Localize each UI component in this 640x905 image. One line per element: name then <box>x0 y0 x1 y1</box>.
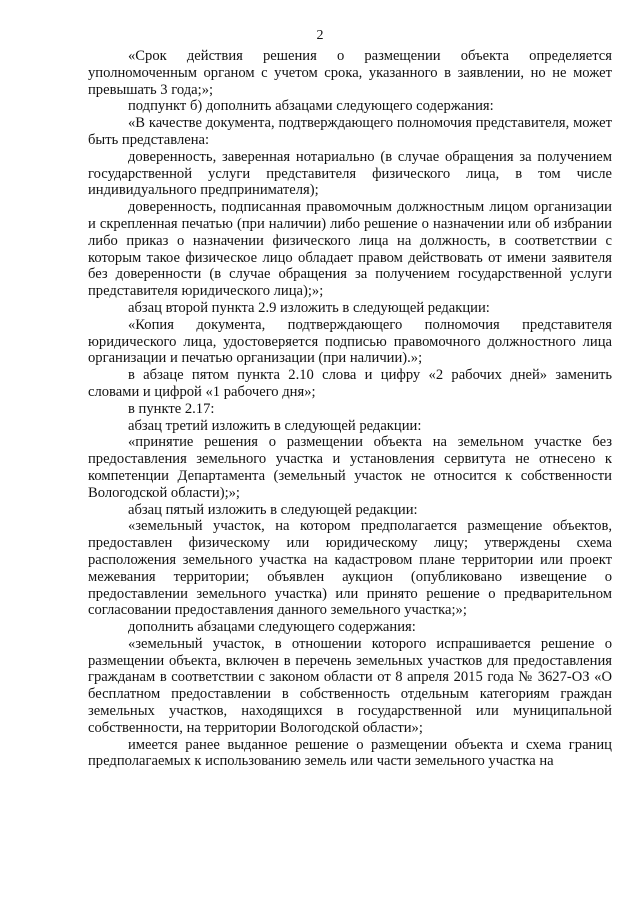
paragraph: «В качестве документа, подтверждающего полномочия представителя, может быть представлена: <box>88 115 612 148</box>
paragraph: доверенность, заверенная нотариально (в случае обращения за получением государственной услуги представителя физического лица, в том числе индивидуального предпринимателя); <box>88 148 612 199</box>
paragraph: в абзаце пятом пункта 2.10 слова и цифру «2 рабочих дней» заменить словами и цифрой «1 рабочего дня»; <box>88 367 612 400</box>
paragraph: имеется ранее выданное решение о размещении объекта и схема границ предполагаемых к использованию земель или части земельного участка на <box>88 736 612 770</box>
paragraph: подпункт б) дополнить абзацами следующего содержания: <box>128 98 494 115</box>
paragraph: абзац третий изложить в следующей редакции: <box>128 417 422 434</box>
paragraph: «Копия документа, подтверждающего полномочия представителя юридического лица, удостоверяется подписью правомочного должностного лица организации и печатью организации (при наличии).»; <box>88 316 612 367</box>
paragraph: «Срок действия решения о размещении объекта определяется уполномоченным органом с учетом срока, указанного в заявлении, но не может превышать 3 года;»; <box>88 48 612 98</box>
paragraph: абзац второй пункта 2.9 изложить в следующей редакции: <box>128 299 490 316</box>
paragraph: «земельный участок, в отношении которого испрашивается решение о размещении объекта, включен в перечень земельных участков для предоставления гражданам в соответствии с законом области от 8 апреля 2015 года № 3627-ОЗ «О бесплатном предоставлении в собственность отдельным категориям граждан земельных участков, находящихся в государственной или муниципальной собственности, на территории Вологодской области»; <box>88 635 612 736</box>
paragraph: в пункте 2.17: <box>128 400 215 417</box>
paragraph: «принятие решения о размещении объекта на земельном участке без предоставления земельного участка и установления сервитута не отнесено к компетенции Департамента (земельный участок не относится к собственности Вологодской области);»; <box>88 434 612 501</box>
document-body <box>88 48 612 770</box>
paragraph: доверенность, подписанная правомочным должностным лицом организации и скрепленная печатью (при наличии) либо решение о назначении или об избрании либо приказ о назначении физического лица на должность, в соответствии с которым такое физическое лицо обладает правом действовать от имени заявителя без доверенности (в случае обращения за получением государственной услуги представителя юридического лица);»; <box>88 199 612 300</box>
paragraph: «земельный участок, на котором предполагается размещение объектов, предоставлен физическому или юридическому лицу; утверждены схема расположения земельного участка на кадастровом плане территории или проект межевания территории; объявлен аукцион (опубликовано извещение о предоставлении земельного участка) или принято решение о предварительном согласовании предоставления данного земельного участка;»; <box>88 518 612 619</box>
page-number: 2 <box>316 28 324 43</box>
paragraph: дополнить абзацами следующего содержания: <box>128 619 416 636</box>
paragraph: абзац пятый изложить в следующей редакции: <box>128 501 418 518</box>
